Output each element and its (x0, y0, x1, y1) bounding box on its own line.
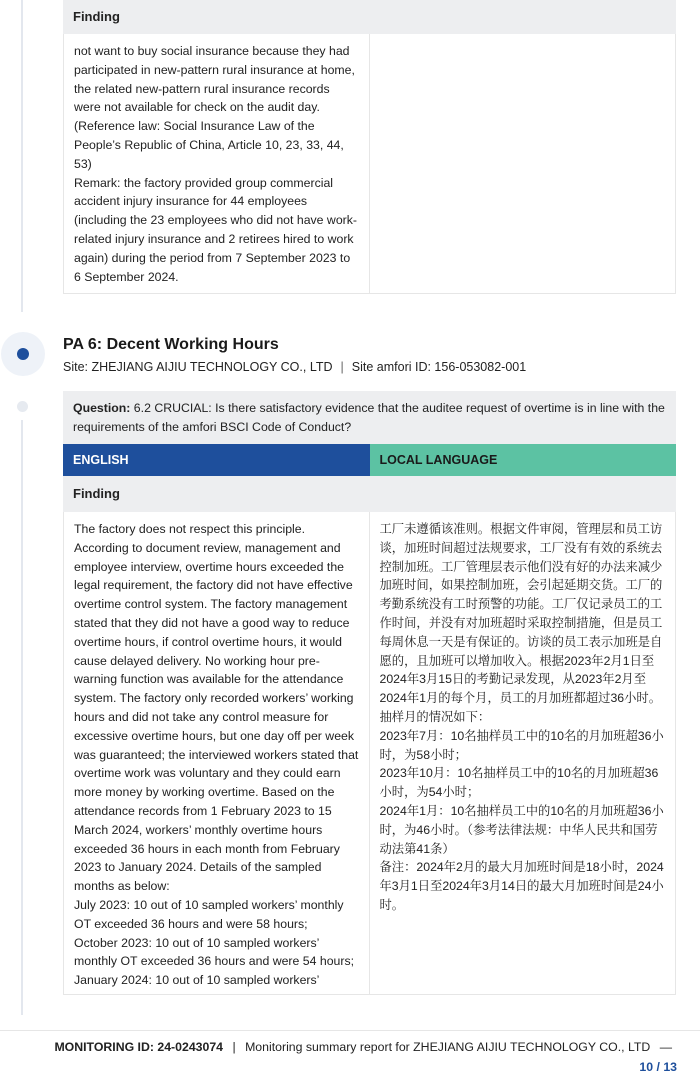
site-name: Site: ZHEJIANG AIJIU TECHNOLOGY CO., LTD (63, 360, 333, 374)
question-text: 6.2 CRUCIAL: Is there satisfactory evidence that the auditee request of overtime is in line with the requirements of the amfori BSCI Code of Conduct? (73, 401, 665, 434)
finding-header: Finding (63, 476, 676, 512)
footer-dash: — (659, 1040, 672, 1054)
timeline-line-bottom (21, 420, 23, 1015)
english-column-header: ENGLISH (63, 444, 370, 476)
site-separator: | (340, 360, 344, 374)
finding-table (63, 476, 676, 995)
footer-divider (0, 1030, 700, 1031)
monitoring-id: MONITORING ID: 24-0243074 (54, 1040, 224, 1054)
finding-header: Finding (63, 0, 676, 34)
finding-english-text: not want to buy social insurance because they had participated in new-pattern rural insurance at home, the related new-pattern rural insurance records were not available for check on the audit day. (Reference law: Social Insurance Law of the People’s Republic of China, Article 10, 23, 33, 44, 53) Remark: the factory provided group commercial accident injury insurance for 44 employees (including the 23 employees who did not have work-related injury insurance and 2 retirees hired to work again) during the period from 7 September 2023 to 6 September 2024. (64, 34, 370, 293)
timeline-dot (17, 401, 28, 412)
language-header-row (63, 444, 676, 476)
section-marker-dot (17, 348, 29, 360)
site-amfori-id: Site amfori ID: 156-053082-001 (351, 360, 527, 374)
footer-line (54, 1040, 672, 1054)
question-label: Question: (73, 401, 131, 415)
page-number: 10 / 13 (639, 1060, 677, 1074)
report-title: Monitoring summary report for ZHEJIANG AIJIU TECHNOLOGY CO., LTD (245, 1040, 651, 1054)
finding-local-text: 工厂未遵循该准则。根据文件审阅，管理层和员工访谈，加班时间超过法规要求，工厂没有有效的系统去控制加班。工厂管理层表示他们没有好的办法来减少加班时间，如果控制加班，会引起延期交货。工厂的考勤系统没有工时预警的功能。工厂仅记录员工的工作时间，并没有对加班超时采取控制措施，但是员工每周休息一天是有保证的。访谈的员工表示加班是自愿的，且加班可以增加收入。根据2023年2月1日至2024年3月15日的考勤记录发现，从2023年2月至2024年1月的每个月，员工的月加班都超过36小时。抽样月的情况如下： 2023年7月：10名抽样员工中的10名的月加班超36小时，为58小时； 2023年10月：10名抽样员工中的10名的月加班超36小时，为54小时； 2024年1月：10名抽样员工中的10名的月加班超36小时，为46小时。（参考法律法规：中华人民共和国劳动法第41条） 备注：2024年2月的最大月加班时间是18小时，2024年3月1日至2024年3月14日的最大月加班时间是24小时。 (379, 522, 664, 912)
section-site-line (63, 360, 526, 374)
question-box (63, 391, 676, 444)
finding-local-text (370, 34, 676, 293)
finding-row (63, 34, 676, 294)
section-title: PA 6: Decent Working Hours (63, 336, 279, 353)
finding-row (63, 512, 676, 995)
local-language-column-header: LOCAL LANGUAGE (370, 444, 677, 476)
finding-english-text: The factory does not respect this principle. According to document review, management and employee interview, overtime hours exceeded the legal requirement, the factory did not have effective overtime control system. The factory management stated that they did not have a good way to reduce overtime hours, if control overtime hours, it would cause delayed delivery. No working hour pre-warning function was available for the attendance system. The factory only recorded workers’ working hours and did not take any control measure for excessive overtime hours, but one day off per week was guaranteed; the interviewed workers stated that overtime work was voluntary and they could earn more money by working overtime. Based on the attendance records from 1 February 2023 to 15 March 2024, workers’ monthly overtime hours exceeded 36 hours in each month from February 2023 to January 2024. Details of the sampled months as below: July 2023: 10 out of 10 sampled workers’ monthly OT exceeded 36 hours and were 58 hours; October 2023: 10 out of 10 sampled workers’ monthly OT exceeded 36 hours and were 54 hours; January 2024: 10 out of 10 sampled workers’ (64, 512, 370, 994)
timeline-line-top (21, 0, 23, 312)
finding-table-continued (63, 0, 676, 294)
footer-separator: | (232, 1040, 236, 1054)
section-marker (1, 332, 45, 376)
